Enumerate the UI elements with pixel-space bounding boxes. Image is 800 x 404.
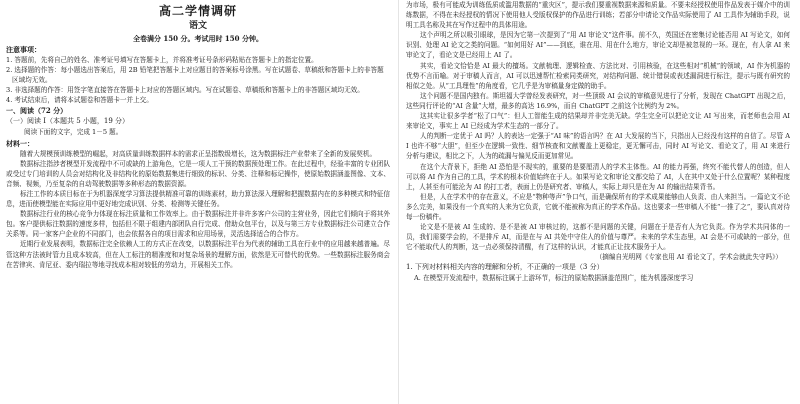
article-paragraph: 数据标注行业的核心竞争力体现在标注质量和工作效率上。由于数据标注并非许多客户公司的主营业务，因此它们倾向于将其外包。客户提供标注数据的速度多样，包括但不限于组建内部团队自行完成、借助众包平台，以及与第三方专业数据标注公司建立合作关系等。同一家客户企业的不同部门，也会依据各自的项目需求和应用场景，灵活选择适合的合作方。 [6,210,390,239]
question-option-a: A. 在模型开发流程中，数据标注属于上游环节，标注的原始数据涵盖范围广，能为机器深度学习 [414,274,694,283]
notice-item-3: 3. 非选择题的作答：用签字笔直接答在答题卡上对应的答题区域内。写在试题卷、草稿纸和答题卡上的非答题区域均无效。 [6,86,364,95]
notice-heading: 注意事项： [6,45,41,54]
article-paragraph: 在这个大背景下，拒绝 AI 恐怕是不现实的，重要的是要厘清人的学术主体性。AI 的能力再强，终究不能代替人的创造，但人可以将 AI 作为自己的工具，学术的根本价值始终在于人。如果写论文和审论文都交给了 AI，人在其中又处于什么位置呢？某种程度上，人甚至有可能沦为 AI 的打工者，表面上仍是研究者、审稿人，实际上却只是在为 AI 的输出结果背书。 [406,162,790,191]
article-paragraph: 这其实让很多学者“松了口气”：但人工智能生成的结果却并非完美无缺。学生完全可以把论文让 AI 写出来，而老师也会用 AI 来审论文，事实上 AI 已经成为学术生态的一部分了。 [406,112,790,131]
article-paragraph: 但是，人在学术中的存在意义，不应是“物种等声”争口气，而是确保所有的学术成果能够由人负责、由人来担当。一篇论文不论多么完美，如果没有一个真实的人来为它负责，它就不能被称为真正的学术作品。这也要求一些审稿人不能“一推了之”，要认真对待每一份稿件。 [406,192,790,221]
material-label: 材料一： [6,138,34,148]
notice-item-2: 2. 选择题的作答：每小题选出答案后，用 2B 铅笔把答题卡上对应题目的答案标号涂黑。写在试题卷、草稿纸和答题卡上的非答题区域均无效。 [6,66,384,85]
article-paragraph: 其实，看论文恰恰是 AI 最大的擅场。文献梳理、逻辑检查、方法比对、引用核验，在这些相对“机械”的领域，AI 作为机器的优势不言而喻。对于审稿人而言，AI 可以迅速帮忙检索同类研究，对结构问题、统计错误或表述漏洞进行标注，提示与既有研究的相似之处。从“工具理性”的角度看，它几乎是为审稿量身定做的助手。 [406,61,790,90]
exam-title: 高二学情调研 [158,4,237,18]
article-paragraph: 为市场，极有可能成为训练低质或滥用数据的“重灾区”，提示我们要重视数据来源和质量。不要未经授权使用作品发表于媒介中的训练数据，不得在未经授权的情况下使用他人受版权保护的作品进行训练；若部分申请论文作品实际使用了 AI 工具作为辅助手段，说明工具名称及其在写作过程中的具体用途。 [406,1,790,30]
section-heading: 一、阅读（72 分） [6,106,68,116]
article-paragraph: 随着大规模预训练模型的崛起，对高质量训练数据样本的需求正呈指数级增长，这为数据标注产业带来了全新的发展契机。 [20,149,377,158]
article-paragraph: 数据标注指涉者模型开发流程中不可或缺的上游角色，它是一项人工干预的数据预处理工作。在此过程中，经验丰富的专业团队或受过专门培训的人员会对结构化及非结构化的原始数据集进行细致的标识、分类、注释和标记操作，使原始数据涵盖图像、文本、音频、视频，乃至复杂的自动驾驶数据等多种形态的数据资源。 [6,159,390,188]
exam-meta: 全卷满分 150 分。考试用时 150 分钟。 [133,34,263,43]
left-column [6,0,390,404]
right-column [406,0,790,404]
article-paragraph: 标注工作的本质目标在于为机器深度学习算法提供精准可靠的训练素材，助力算法深入理解和把握数据内在的多种模式和特征信息，进而使模型能在实际应用中更好地完成识别、分类、检测等关键任务。 [6,189,390,209]
sub-section-heading: （一）阅读 Ⅰ（本题共 5 小题，19 分） [6,117,130,126]
article-paragraph: 近期行业发展表明，数据标注完全依赖人工的方式正在改变，以数据标注平台为代表的辅助工具在行业中的应用越来越普遍。尽管这种方法被时管力且成本较高，但在人工标注的精准度和对复杂场景的理解方面，依然是无可替代的优势。一些数据标注服务商会在苦律宾、肯尼亚、委内瑞拉等地寻找成本相对较低的劳动力，开展相关工作。 [6,240,390,269]
article-paragraph: 人的判断一定优于 AI 吗？人的表达一定强于“AI 味”的语言吗？在 AI 大发展的当下，只指出人已经没有这样的自信了。尽管 AI 也许不够“大胆”，但至少在逻辑一致性、细节核查和文献覆盖上更稳定，更无懈可击，同时 AI 写论文、看论文了，用 AI 来进行分析与建议，相比之下，人为的疏漏与偏见反而更加常见。 [406,132,790,161]
article-paragraph: 这个声明之所以吸引眼球，是因为它第一次提到了“用 AI 审论文”这件事。前不久，英国还在密集讨论能否用 AI 写论文，如何识别、处理 AI 论文之类的问题。“如何用好 AI”——到底，谁在用、用在什么地方，审论文却是被忽视的一环。现在，有人拿 AI 来审论文了，看论文是已经用上 AI 了。 [406,31,790,60]
notice-item-4: 4. 考试结束后，请将本试题卷和答题卡一并上交。 [6,96,153,105]
column-divider [398,0,399,404]
question-stem: 1. 下列对材料相关内容的理解和分析，不正确的一项是（3 分） [406,263,604,272]
article-source: （摘编自光明网《专家也用 AI 看论文了，学术会就此失守吗》） [595,253,782,262]
notice-item-1: 1. 答题前，先将自己的姓名、准考证号填写在答题卡上，并将准考证号条形码粘贴在答题卡上的指定位置。 [6,56,318,64]
article-paragraph: 论文是不是被 AI 生成的、是不是被 AI 审核过的，这都不是问题的关键，问题在于是否有人为它负责。作为学术共同体的一员，我们需要学会的，不是排斥 AI，而是在与 AI 共处中守住人的价值与尊严。未来的学术生态里，AI 会是不可或缺的一部分，但它不能取代人的判断，这一点必须保持清醒，有了这样的认识，才能真正让技术服务于人。 [406,223,790,252]
article-paragraph: 这个问题不是国内独有。斯坦福大学曾经发表研究，对一些顶级 AI 会议的审稿意见进行了分析，发现在 ChatGPT 出现之后，这些同行评论的“AI 含量”大增，最多的高达 16.9%，而自 ChatGPT 之前这个比例约为 2%。 [406,91,790,110]
reading-instruction: 阅读下面的文字，完成 1－5 题。 [24,128,123,137]
subject-title: 语文 [188,21,207,31]
